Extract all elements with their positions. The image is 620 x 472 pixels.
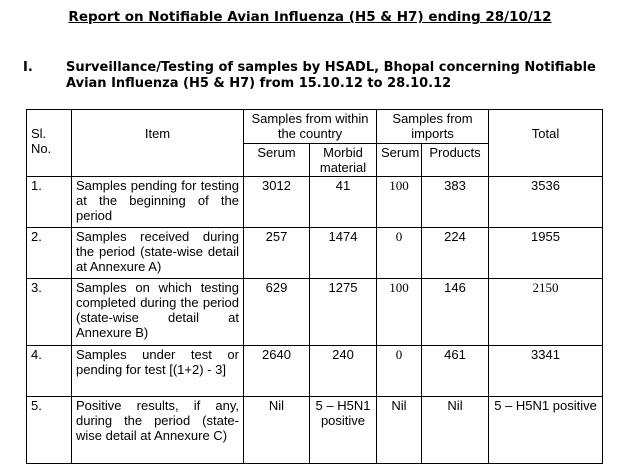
row-item: Samples under test or pending for test [(1+2) - 3] <box>72 346 244 397</box>
header-row-top <box>27 110 603 144</box>
row-import-serum: Nil <box>377 397 422 464</box>
row-sl: 5. <box>27 397 72 464</box>
row-sl: 2. <box>27 228 72 279</box>
row-item: Samples pending for testing at the beginning of the period <box>72 177 244 228</box>
row-import-serum: 0 <box>377 228 422 279</box>
row-products: 383 <box>422 177 489 228</box>
row-serum: 629 <box>244 279 310 346</box>
row-total: 5 – H5N1 positive <box>489 397 603 464</box>
row-import-serum: 0 <box>377 346 422 397</box>
table-row <box>27 397 603 464</box>
table-row <box>27 177 603 228</box>
row-products: 224 <box>422 228 489 279</box>
row-sl: 1. <box>27 177 72 228</box>
row-products: Nil <box>422 397 489 464</box>
header-products: Products <box>422 144 489 177</box>
row-morbid: 1474 <box>310 228 377 279</box>
row-serum: Nil <box>244 397 310 464</box>
row-total: 1955 <box>489 228 603 279</box>
row-sl: 3. <box>27 279 72 346</box>
header-import-serum: Serum <box>377 144 422 177</box>
header-within-country: Samples from within the country <box>244 110 377 144</box>
row-import-serum: 100 <box>377 177 422 228</box>
header-imports: Samples from imports <box>377 110 489 144</box>
row-serum: 257 <box>244 228 310 279</box>
row-item: Samples received during the period (state-wise detail at Annexure A) <box>72 228 244 279</box>
report-table <box>26 109 603 464</box>
row-serum: 3012 <box>244 177 310 228</box>
section-title: Surveillance/Testing of samples by HSADL, Bhopal concerning Notifiable Avian Influenza (H5 & H7) from 15.10.12 to 28.10.12 <box>66 60 596 91</box>
row-item: Positive results, if any, during the period (state-wise detail at Annexure C) <box>72 397 244 464</box>
header-item: Item <box>72 110 244 177</box>
row-item: Samples on which testing completed during the period (state-wise detail at Annexure B) <box>72 279 244 346</box>
row-total: 3341 <box>489 346 603 397</box>
row-total: 2150 <box>489 279 603 346</box>
table-row <box>27 346 603 397</box>
section-number: I. <box>23 60 33 75</box>
row-morbid: 41 <box>310 177 377 228</box>
header-total: Total <box>489 110 603 177</box>
header-morbid: Morbid material <box>310 144 377 177</box>
row-morbid: 5 – H5N1 positive <box>310 397 377 464</box>
header-sl-no: Sl. No. <box>27 110 72 177</box>
report-title: Report on Notifiable Avian Influenza (H5 & H7) ending 28/10/12 <box>68 9 552 25</box>
row-products: 146 <box>422 279 489 346</box>
row-import-serum: 100 <box>377 279 422 346</box>
table-row <box>27 228 603 279</box>
row-morbid: 1275 <box>310 279 377 346</box>
header-serum: Serum <box>244 144 310 177</box>
row-products: 461 <box>422 346 489 397</box>
row-serum: 2640 <box>244 346 310 397</box>
row-sl: 4. <box>27 346 72 397</box>
row-total: 3536 <box>489 177 603 228</box>
row-morbid: 240 <box>310 346 377 397</box>
table-row <box>27 279 603 346</box>
